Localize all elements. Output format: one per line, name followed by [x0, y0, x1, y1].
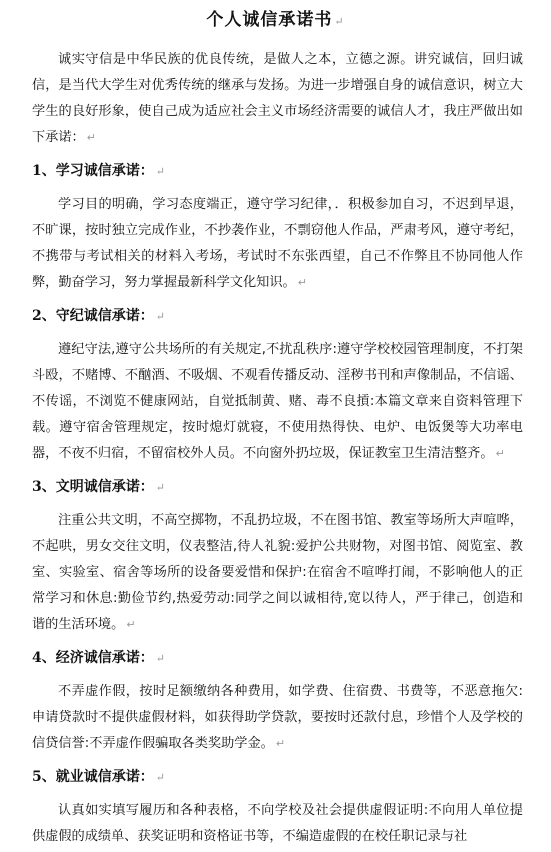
section-heading-civility: 3、文明诚信承诺： ↵ — [32, 479, 165, 495]
paragraph-mark-icon: ↵ — [155, 771, 165, 784]
paragraph-mark-icon: ↵ — [275, 737, 286, 750]
section-heading-discipline: 2、守纪诚信承诺： ↵ — [32, 308, 165, 324]
paragraph-mark-icon: ↵ — [86, 131, 96, 144]
paragraph-mark-icon: ↵ — [297, 276, 307, 289]
section-heading-economic: 4、经济诚信承诺： ↵ — [32, 650, 165, 666]
section-heading-study: 1、学习诚信承诺： ↵ — [32, 163, 165, 179]
document-title: 个人诚信承诺书 ↵ — [206, 10, 345, 30]
intro-paragraph: 诚实守信是中华民族的优良传统，是做人之本，立德之源。讲究诚信，回归诚信，是当代大学生对优秀传统的继承与发扬。为进一步增强自身的诚信意识，树立大学生的良好形象，使自己成为适应社会主义市场经济需要的诚信人才，我庄严做出如下承诺： ↵ — [32, 52, 523, 145]
section-body-discipline: 遵纪守法,遵守公共场所的有关规定,不扰乱秩序:遵守学校校园管理制度，不打架斗殴，不赌博、不酗酒、不吸烟、不观看传播反动、淫秽书刊和声像制品，不信谣、不传谣，不浏览不健康网站，自觉抵制黄、赌、毒不良摃:本篇文章来自资料管理下载。遵守宿舍管理规定，按时熄灯就寝，不使用热得快、电炉、电饭煲等大功率电器，不夜不归宿，不留宿校外人员。不向窗外扔垃圾，保证教室卫生清洁整齐。 ↵ — [32, 342, 523, 461]
section-heading-employment: 5、就业诚信承诺： ↵ — [32, 769, 165, 785]
paragraph-mark-icon: ↵ — [155, 310, 165, 323]
paragraph-mark-icon: ↵ — [155, 165, 165, 178]
section-body-employment: 认真如实填写履历和各种表格，不向学校及社会提供虚假证明:不向用人单位提供虚假的成绩单、获奖证明和资格证书等，不编造虚假的在校任职记录与社 — [32, 803, 523, 844]
paragraph-mark-icon: ↵ — [334, 15, 345, 28]
paragraph-mark-icon: ↵ — [126, 618, 136, 631]
section-body-civility: 注重公共文明，不高空掷物，不乱扔垃圾，不在图书馆、教室等场所大声喧哗，不起哄，男女交往文明，仪表整洁,待人礼貌:爱护公共财物，对图书馆、阅览室、教室、实验室、宿舍等场所的设备要爱惜和保护:在宿舍不喧哗打闹，不影响他人的正常学习和休息:勤俭节约,热爱劳动:同学之间以诚相待,宽以待人，严于律己，创造和谐的生活环境。 ↵ — [32, 513, 523, 632]
paragraph-mark-icon: ↵ — [495, 447, 505, 460]
paragraph-mark-icon: ↵ — [155, 652, 165, 665]
paragraph-mark-icon: ↵ — [155, 481, 165, 494]
section-body-study: 学习目的明确，学习态度端正，遵守学习纪律，．积极参加自习，不迟到早退，不旷课，按时独立完成作业，不抄袭作业，不剽窃他人作品，严肃考风，遵守考纪，不携带与考试相关的材料入考场，考试时不东张西望，自己不作弊且不协同他人作弊，勤奋学习，努力掌握最新科学文化知识。 ↵ — [32, 197, 523, 290]
section-body-economic: 不弄虚作假，按时足额缴纳各种费用，如学费、住宿费、书费等，不恶意拖欠:申请贷款时不提供虚假材料，如获得助学贷款，要按时还款付息，珍惜个人及学校的信贷信誉:不弄虚作假骗取各类奖助学金。 ↵ — [32, 684, 523, 751]
